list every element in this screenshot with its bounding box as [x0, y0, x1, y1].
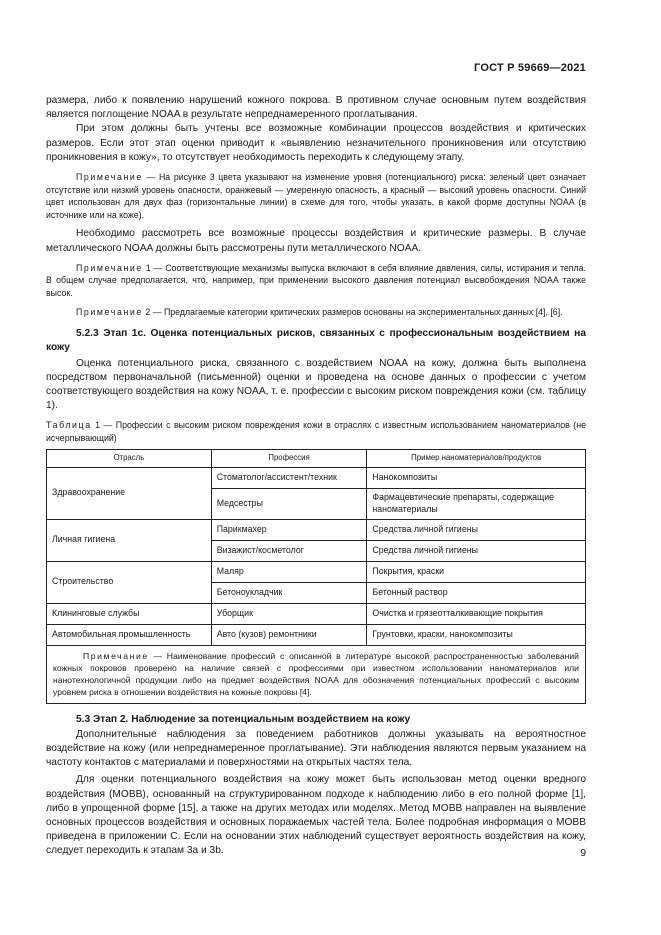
table-header-row	[47, 449, 586, 467]
example-cell: Средства личной гигиены	[367, 540, 586, 561]
note-text: 1 — Соответствующие механизмы выпуска включают в себя влияние давления, силы, истирания и тепла. В общем случае предполагается, что, например, при применении высокого давления потенциал высвобождения NOAA также высок.	[46, 262, 586, 298]
paragraph: Дополнительные наблюдения за поведением работников должны указывать на вероятностное воздействие на кожу (или непреднамеренное проглатывание). Эти наблюдения являются первым указанием на частоту контактов с материалами и поверхностями на открытых частях тела.	[46, 728, 586, 769]
profession-cell: Медсестры	[211, 488, 367, 519]
note-text: 2 — Предлагаемые категории критических размеров основаны на экспериментальных данных [4], [6].	[142, 306, 563, 317]
table-note-row	[47, 645, 586, 703]
note-label: Примечание	[76, 262, 143, 273]
example-cell: Грунтовки, краски, нанокомпозиты	[367, 624, 586, 645]
table-row	[47, 603, 586, 624]
document-id: ГОСТ Р 59669—2021	[474, 62, 586, 74]
table-row	[47, 519, 586, 540]
note-text: — Наименование профессий с описанной в литературе высокой распространенностью заболеваний кожных покровов проверено на наличие связей с профессиями при известном использовании наноматериалов или нанотехнологичной продукции либо на предмет воздействия NOAA для обозначения потенциальных профессий с высоким уровнем риска в отношении воздействия на кожные покровы [4].	[53, 650, 579, 697]
page-content	[46, 94, 586, 859]
note-label: Примечание	[83, 650, 149, 661]
section-heading: 5.3 Этап 2. Наблюдение за потенциальным воздействием на кожу	[76, 713, 411, 725]
column-header: Пример наноматериалов/продуктов	[367, 449, 586, 467]
industry-cell: Здравоохранение	[47, 467, 212, 519]
professions-table	[46, 449, 586, 704]
paragraph: Оценка потенциального риска, связанного с воздействием NOAA на кожу, должна быть выполнена посредством первоначальной (письменной) оценки и проведена на основе данных о профессии с учетом соответствующего воздействия на кожу NOAA, т. е. профессии с высоким риском повреждения кожи (см. таблицу 1).	[46, 357, 586, 412]
note-label: Примечание	[76, 172, 143, 183]
section-heading: 5.2.3 Этап 1с. Оценка потенциальных рисков, связанных с профессиональным воздействием на кожу	[46, 328, 586, 354]
paragraph: Для оценки потенциального воздействия на кожу может быть использован метод оценки вредного воздействия (МОВВ), основанный на структурированном подходе к наблюдению либо в его полной форме [1], либо в упрощенной форме [15], а также на других методах или моделях. Метод МОВВ направлен на выявление основных процессов воздействия и основных поражаемых частей тела. Более подробная информация о МОВВ приведена в приложении С. Если на основании этих наблюдений существует вероятность воздействия на кожу, следует переходить к этапам 3а и 3b.	[46, 774, 586, 857]
example-cell: Нанокомпозиты	[367, 467, 586, 488]
example-cell: Покрытия, краски	[367, 561, 586, 582]
note	[46, 262, 586, 300]
note	[46, 306, 586, 319]
industry-cell: Автомобильная промышленность	[47, 624, 212, 645]
note-text: — На рисунке 3 цвета указывают на изменение уровня (потенциального) риска: зеленый цвет означает отсутствие или низкий уровень опасности, оранжевый — умеренную опасность, а красный — высокий уровень опасности. Синий цвет использован для двух фаз (горизонтальные линии) в схеме для того, чтобы указать, в какой форме доступны NOAA (в источнике или на коже).	[46, 172, 586, 220]
profession-cell: Парикмахер	[211, 519, 367, 540]
paragraph: размера, либо к появлению нарушений кожного покрова. В противном случае основным путем воздействия является поглощение NOAA в результате непреднамеренного проглатывания.	[46, 95, 586, 121]
example-cell: Средства личной гигиены	[367, 519, 586, 540]
table-label: Таблица	[46, 420, 92, 431]
note-label: Примечание	[76, 306, 143, 317]
industry-cell: Клининговые службы	[47, 603, 212, 624]
paragraph: Необходимо рассмотреть все возможные процессы воздействия и критические размеры. В случае металлического NOAA должны быть рассмотрены пути металлического NOAA.	[46, 228, 586, 254]
example-cell: Бетонный раствор	[367, 582, 586, 603]
profession-cell: Бетоноукладчик	[211, 582, 367, 603]
example-cell: Фармацевтические препараты, содержащие наноматериалы	[367, 488, 586, 519]
table-caption-text: 1 — Профессии с высоким риском повреждения кожи в отраслях с известным использованием наноматериалов (не исчерпывающий)	[46, 420, 586, 443]
paragraph: При этом должны быть учтены все возможные комбинации процессов воздействия и критических размеров. Если этот этап оценки приводит к «выявлению незначительного проникновения или отсутствию проникновения в кожу», то отсутствует необходимость переходить к следующему этапу.	[46, 123, 586, 163]
table-row	[47, 561, 586, 582]
table-caption	[46, 419, 586, 444]
profession-cell: Стоматолог/ассистент/техник	[211, 467, 367, 488]
example-cell: Очистка и грязеотталкивающие покрытия	[367, 603, 586, 624]
profession-cell: Авто (кузов) ремонтники	[211, 624, 367, 645]
industry-cell: Строительство	[47, 561, 212, 603]
profession-cell: Маляр	[211, 561, 367, 582]
column-header: Профессия	[211, 449, 367, 467]
table-note	[47, 645, 586, 703]
note	[46, 171, 586, 221]
table-row	[47, 467, 586, 488]
profession-cell: Визажист/косметолог	[211, 540, 367, 561]
column-header: Отрасль	[47, 449, 212, 467]
table-row	[47, 624, 586, 645]
industry-cell: Личная гигиена	[47, 519, 212, 561]
profession-cell: Уборщик	[211, 603, 367, 624]
page-number: 9	[580, 848, 586, 859]
